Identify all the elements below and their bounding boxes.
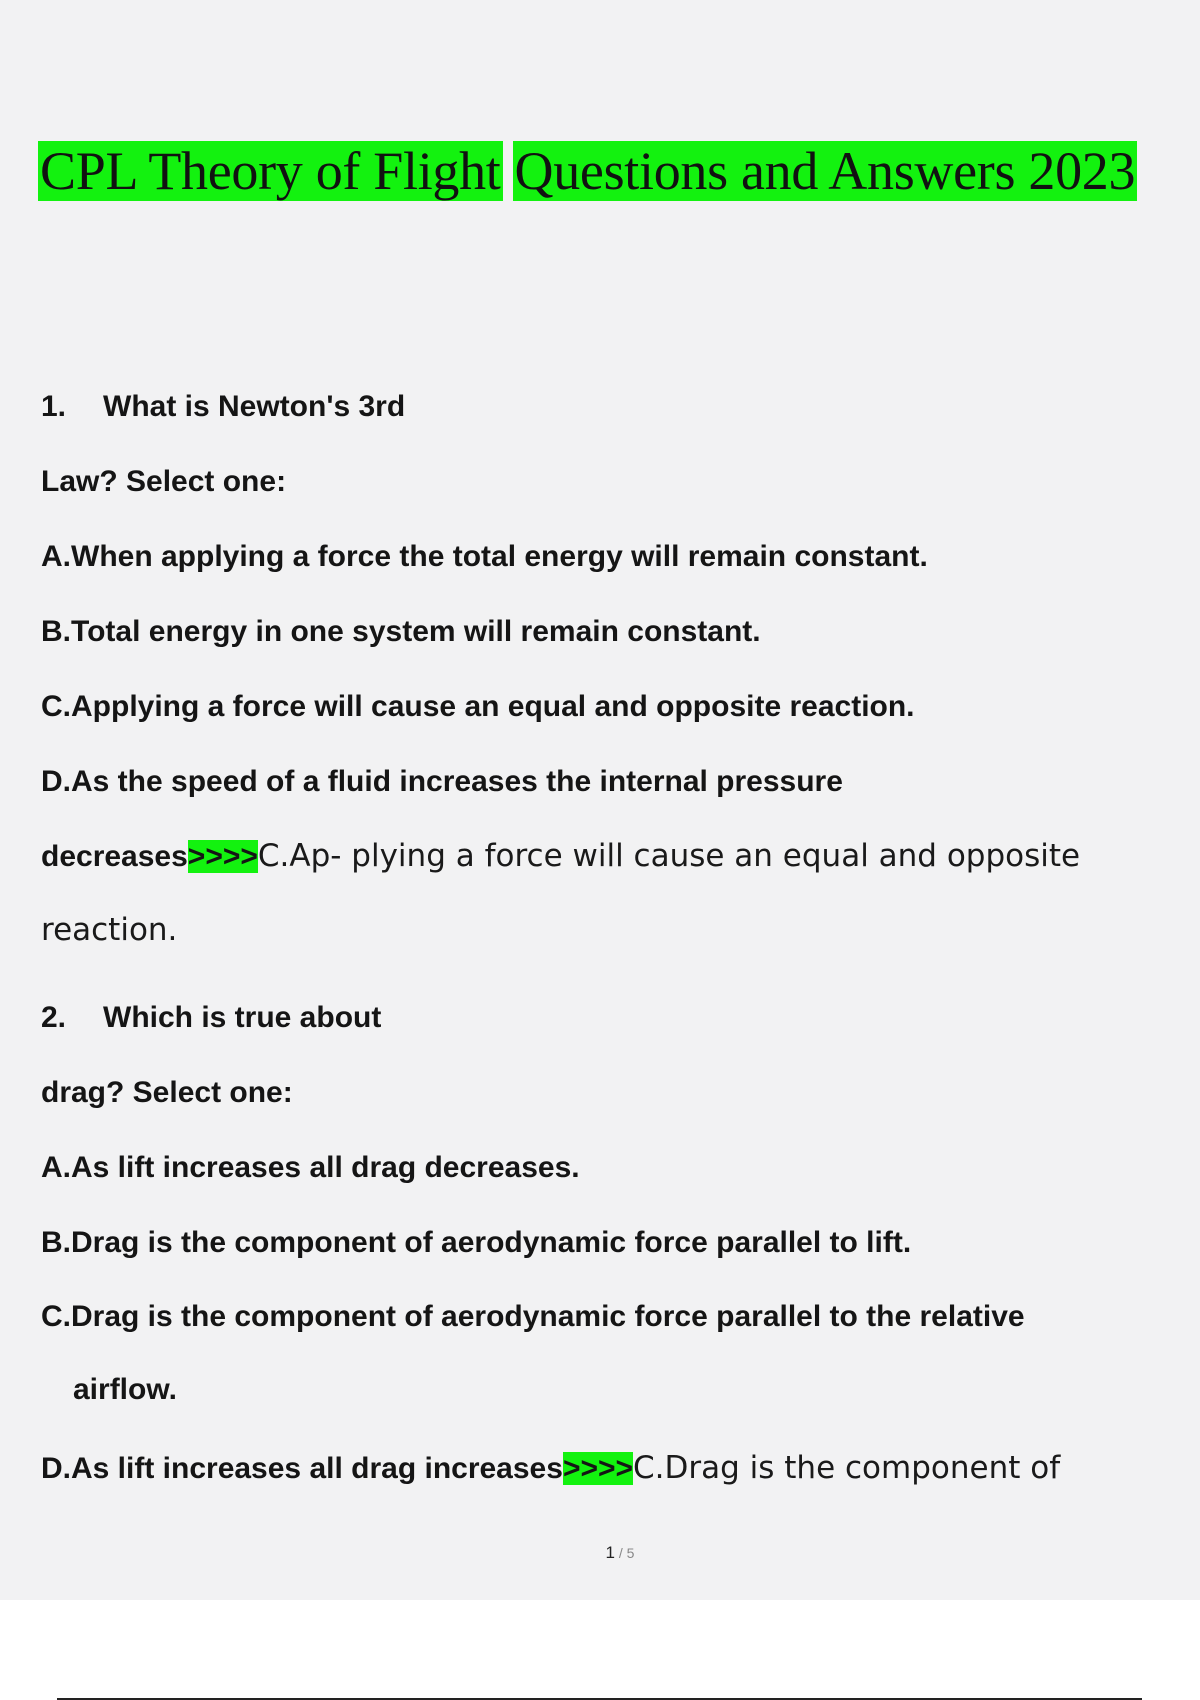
question-1-answer: C.Ap- plying a force will cause an equal and opposite (257, 838, 1081, 874)
question-1-stem-line1 (41, 390, 405, 424)
page-number (0, 1543, 1200, 1563)
question-2-option-d (41, 1450, 1060, 1486)
question-1-stem-text: What is Newton's 3rd (103, 390, 406, 423)
question-2-option-d-text: D.As lift increases all drag increases (41, 1452, 563, 1485)
question-1-stem-line2: Law? Select one: (41, 465, 287, 498)
question-1-number: 1. (41, 390, 67, 423)
question-2-option-a: A.As lift increases all drag decreases. (41, 1151, 580, 1184)
question-1-option-a: A.When applying a force the total energy will remain constant. (41, 540, 928, 573)
question-2-option-c-line2: airflow. (73, 1373, 177, 1406)
question-2-option-c-line1: C.Drag is the component of aerodynamic force parallel to the relative (41, 1300, 1025, 1333)
question-2-answer: C.Drag is the component of (633, 1450, 1061, 1486)
question-2-number: 2. (41, 1001, 67, 1034)
question-2-answer-marker: >>>> (562, 1452, 634, 1485)
document-title-part1: CPL Theory of Flight (40, 141, 501, 201)
document-title (38, 140, 1137, 202)
page-number-total: 5 (626, 1545, 635, 1561)
page-number-separator: / (615, 1545, 627, 1561)
question-1-option-c: C.Applying a force will cause an equal and opposite reaction. (41, 690, 915, 723)
question-2-stem-text: Which is true about (103, 1001, 382, 1034)
question-1-option-d-text: decreases (41, 840, 188, 873)
question-1-answer-line2: reaction. (41, 912, 178, 948)
question-1-option-d-line1: D.As the speed of a fluid increases the internal pressure (41, 765, 843, 798)
question-2-option-b: B.Drag is the component of aerodynamic force parallel to lift. (41, 1226, 912, 1259)
question-1-option-d-line2 (41, 838, 1080, 874)
page-number-current: 1 (605, 1543, 615, 1562)
question-2-stem-line1 (41, 1001, 381, 1035)
question-1-answer-marker: >>>> (187, 840, 258, 873)
question-2-stem-line2: drag? Select one: (41, 1076, 293, 1109)
question-1-option-b: B.Total energy in one system will remain constant. (41, 615, 761, 648)
document-title-part2: Questions and Answers 2023 (514, 141, 1136, 201)
